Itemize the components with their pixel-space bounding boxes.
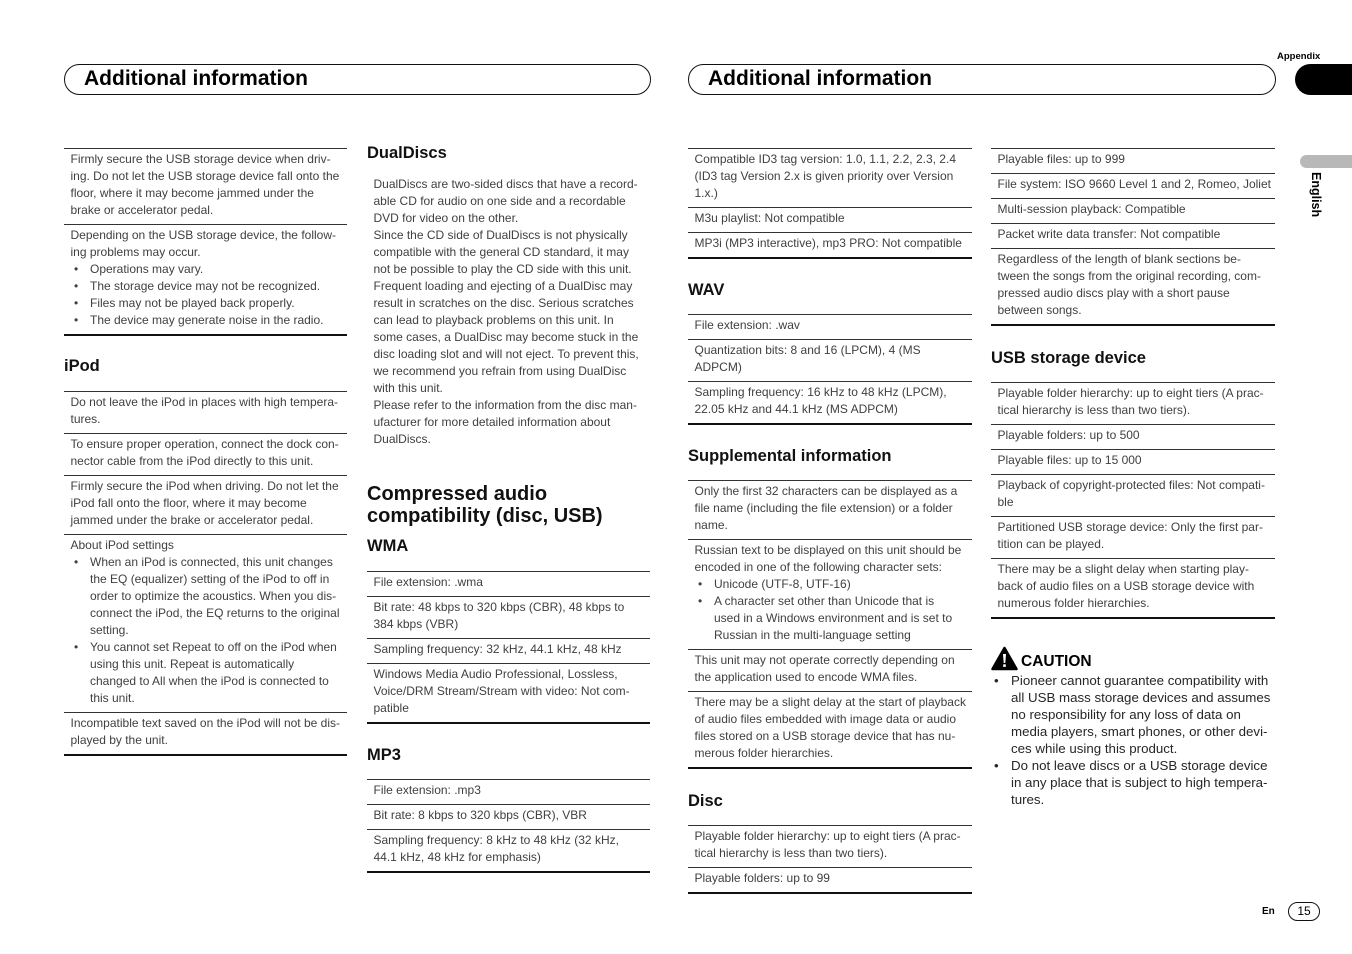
- dualdiscs-text: DualDiscs are two-sided discs that have a record- able CD for audio on one side and a recordable DVD for video on the other. Since the CD side of DualDiscs is not physically compatible with the general CD standard, it may not be possible to play the CD side with this unit. Frequent loading and ejecting of a DualDisc may result in scratches on the disc. Serious scratches can lead to playback problems on this unit. In some cases, a DualDisc may become stuck in the disc loading slot and will not eject. To prevent this, we recommend you refrain from using DualDisc with this unit. Please refer to the information from the disc man- ufacturer for more detailed information about DualDiscs.: [373, 176, 639, 446]
- table-row: Playable folder hierarchy: up to eight tiers (A prac- tical hierarchy is less than two tiers).: [991, 382, 1275, 424]
- section-tab: [1295, 64, 1352, 95]
- row-text: About iPod settings: [70, 538, 174, 552]
- wav-table: [688, 314, 972, 425]
- language-tab-label: English: [1309, 172, 1323, 218]
- row-text: Russian text to be displayed on this unit should be encoded in one of the following character sets:: [694, 543, 962, 574]
- list-item: • You cannot set Repeat to off on the iPod when using this unit. Repeat is automatically changed to All when the iPod is connected to this unit.: [71, 639, 342, 707]
- table-row: File system: ISO 9660 Level 1 and 2, Romeo, Joliet: [991, 173, 1275, 198]
- table-row: MP3i (MP3 interactive), mp3 PRO: Not compatible: [688, 232, 972, 257]
- list-item: • The storage device may not be recognized.: [71, 278, 342, 295]
- supplemental-table: [688, 480, 972, 769]
- right-page-title: Additional information: [708, 67, 932, 90]
- table-row: [688, 539, 972, 649]
- caution-label: CAUTION: [1021, 653, 1092, 670]
- table-row: Sampling frequency: 32 kHz, 44.1 kHz, 48 kHz: [367, 638, 650, 663]
- table-row: Sampling frequency: 8 kHz to 48 kHz (32 kHz, 44.1 kHz, 48 kHz for emphasis): [367, 829, 650, 871]
- wav-heading: WAV: [688, 281, 725, 299]
- table-row: Partitioned USB storage device: Only the first par- tition can be played.: [991, 516, 1275, 558]
- table-row: Do not leave the iPod in places with high tempera- tures.: [64, 391, 347, 433]
- left-page-header: [64, 64, 651, 95]
- mp3-table: [367, 779, 650, 873]
- list-item: • Pioneer cannot guarantee compatibility with all USB mass storage devices and assumes no responsibility for any loss of data on media players, smart phones, or other devi- ces while using this product.: [991, 672, 1281, 757]
- table-row: There may be a slight delay at the start of playback of audio files embedded with image data or audio files stored on a USB storage device that has nu- merous folder hierarchies.: [688, 691, 972, 767]
- language-tab-bar: [1300, 155, 1352, 168]
- list-item: • Operations may vary.: [71, 261, 342, 278]
- bullet-list: [71, 554, 342, 707]
- ipod-heading: iPod: [64, 357, 100, 375]
- footer-language-code: En: [1262, 906, 1275, 917]
- wma-table: [367, 571, 650, 724]
- table-row: There may be a slight delay when starting play- back of audio files on a USB storage device with numerous folder hierarchies.: [991, 558, 1275, 617]
- mp3-continued-table: [688, 148, 972, 259]
- table-row: Sampling frequency: 16 kHz to 48 kHz (LPCM), 22.05 kHz and 44.1 kHz (MS ADPCM): [688, 381, 972, 423]
- supplemental-heading: Supplemental information: [688, 447, 892, 465]
- disc-table: [688, 825, 972, 894]
- table-row: Firmly secure the USB storage device when driv- ing. Do not let the USB storage device fall onto the floor, where it may become jammed under the brake or accelerator pedal.: [64, 148, 347, 224]
- table-row: Regardless of the length of blank sections be- tween the songs from the original recording, com- pressed audio discs play with a short pause between songs.: [991, 248, 1275, 324]
- left-page-title: Additional information: [84, 67, 308, 90]
- table-row: File extension: .wav: [688, 314, 972, 339]
- list-item: • A character set other than Unicode that is used in a Windows environment and is set to Russian in the multi-language setting: [695, 593, 967, 644]
- list-item: • Unicode (UTF-8, UTF-16): [695, 576, 967, 593]
- table-row: Playback of copyright-protected files: Not compati- ble: [991, 474, 1275, 516]
- table-row: Playable folder hierarchy: up to eight tiers (A prac- tical hierarchy is less than two tiers).: [688, 825, 972, 867]
- table-row: Playable files: up to 999: [991, 148, 1275, 173]
- list-item: • Do not leave discs or a USB storage device in any place that is subject to high tempera- tures.: [991, 757, 1281, 808]
- warning-triangle-icon: [991, 646, 1018, 671]
- table-row: Packet write data transfer: Not compatible: [991, 223, 1275, 248]
- bullet-list: [695, 576, 967, 644]
- usb-storage-table: [991, 382, 1275, 619]
- table-row: Playable folders: up to 99: [688, 867, 972, 892]
- list-item: • Files may not be played back properly.: [71, 295, 342, 312]
- compressed-audio-heading: Compressed audio compatibility (disc, USB): [367, 483, 603, 527]
- table-row: Only the first 32 characters can be displayed as a file name (including the file extension) or a folder name.: [688, 480, 972, 539]
- table-row: This unit may not operate correctly depending on the application used to encode WMA files.: [688, 649, 972, 691]
- table-row: Firmly secure the iPod when driving. Do not let the iPod fall onto the floor, where it may become jammed under the brake or accelerator pedal.: [64, 475, 347, 534]
- table-row: File extension: .mp3: [367, 779, 650, 804]
- row-text: Depending on the USB storage device, the follow- ing problems may occur.: [70, 228, 336, 259]
- table-row: Playable files: up to 15 000: [991, 449, 1275, 474]
- ipod-table: [64, 391, 347, 756]
- table-row: To ensure proper operation, connect the dock con- nector cable from the iPod directly to this unit.: [64, 433, 347, 475]
- list-item: • When an iPod is connected, this unit changes the EQ (equalizer) setting of the iPod to off in order to optimize the acoustics. When you dis- connect the iPod, the EQ returns to the original setting.: [71, 554, 342, 639]
- table-row: Quantization bits: 8 and 16 (LPCM), 4 (MS ADPCM): [688, 339, 972, 381]
- right-page-header: [688, 64, 1276, 95]
- usb-notes-table: [64, 148, 347, 336]
- table-row: Compatible ID3 tag version: 1.0, 1.1, 2.2, 2.3, 2.4 (ID3 tag Version 2.x is given priority over Version 1.x.): [688, 148, 972, 207]
- table-row: [64, 224, 347, 334]
- table-row: M3u playlist: Not compatible: [688, 207, 972, 232]
- table-row: Incompatible text saved on the iPod will not be dis- played by the unit.: [64, 712, 347, 754]
- disc-continued-table: [991, 148, 1275, 326]
- table-row: [64, 534, 347, 712]
- page-number: 15: [1288, 902, 1320, 921]
- list-item: • The device may generate noise in the radio.: [71, 312, 342, 329]
- usb-storage-heading: USB storage device: [991, 349, 1146, 367]
- table-row: Windows Media Audio Professional, Lossless, Voice/DRM Stream/Stream with video: Not com- patible: [367, 663, 650, 722]
- table-row: Bit rate: 48 kbps to 320 kbps (CBR), 48 kbps to 384 kbps (VBR): [367, 596, 650, 638]
- table-row: Multi-session playback: Compatible: [991, 198, 1275, 223]
- table-row: File extension: .wma: [367, 571, 650, 596]
- mp3-heading: MP3: [367, 746, 401, 764]
- bullet-list: [71, 261, 342, 329]
- caution-list: [991, 672, 1281, 808]
- dualdiscs-heading: DualDiscs: [367, 144, 447, 162]
- wma-heading: WMA: [367, 537, 409, 555]
- table-row: Playable folders: up to 500: [991, 424, 1275, 449]
- disc-heading: Disc: [688, 792, 723, 810]
- table-row: Bit rate: 8 kbps to 320 kbps (CBR), VBR: [367, 804, 650, 829]
- appendix-label: Appendix: [1277, 51, 1321, 62]
